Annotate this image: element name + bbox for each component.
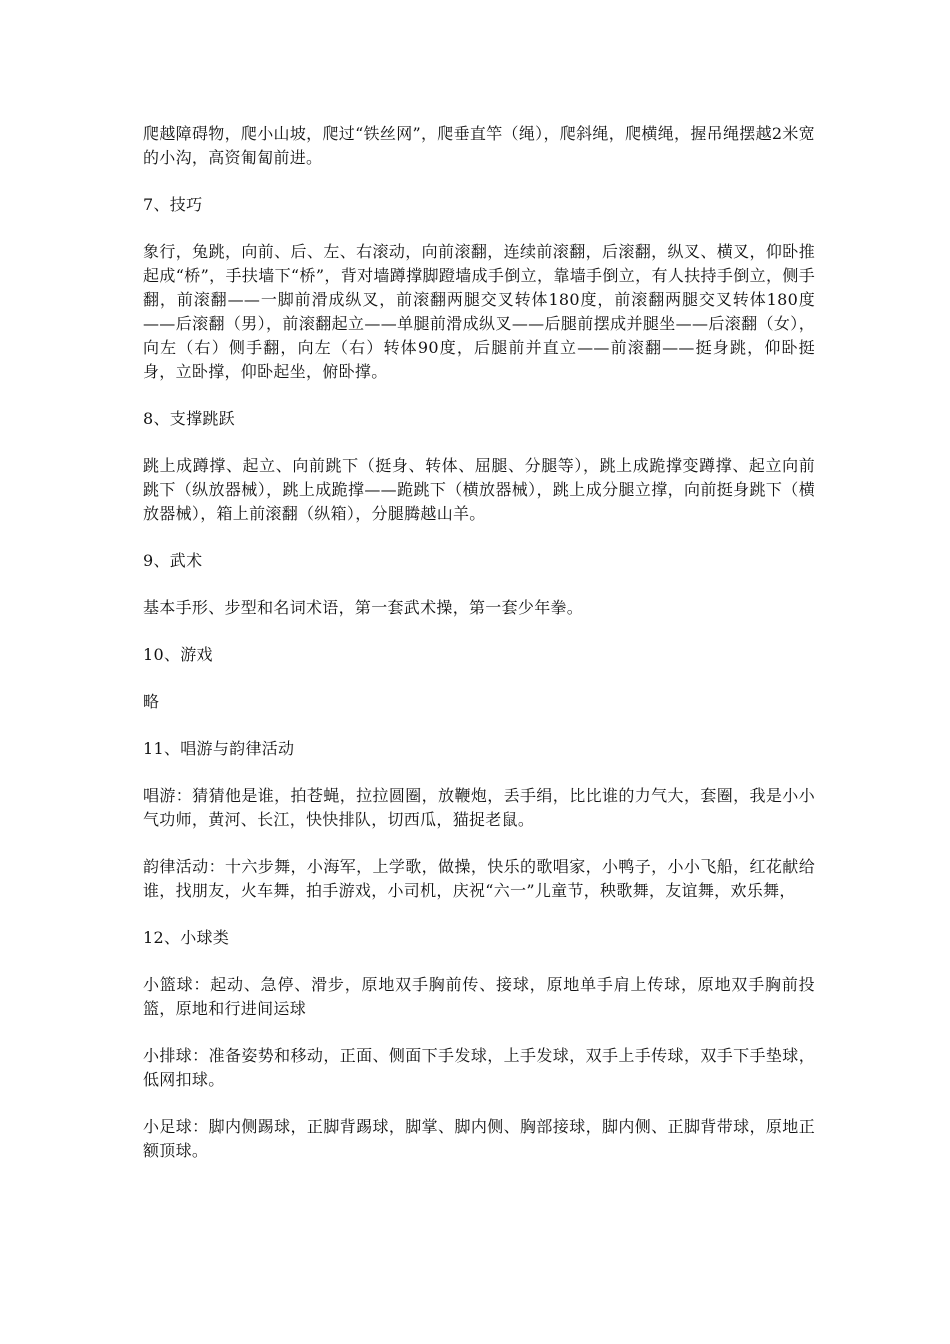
section-heading-singing-rhythm: 11、唱游与韵律活动	[143, 739, 295, 758]
paragraph-skills: 象行，兔跳，向前、后、左、右滚动，向前滚翻，连续前滚翻，后滚翻，纵叉、横叉，仰卧推起成“桥”，手扶墙下“桥”，背对墙蹲撑脚蹬墙成手倒立，靠墙手倒立，有人扶持手倒立，侧手翻，前滚翻——一脚前滑成纵叉，前滚翻两腿交叉转体180度，前滚翻两腿交叉转体180度——后滚翻（男），前滚翻起立——单腿前滑成纵叉——后腿前摆成并腿坐——后滚翻（女），向左（右）侧手翻，向左（右）转体90度，后腿前并直立——前滚翻——挺身跳，仰卧挺身，立卧撑，仰卧起坐，俯卧撑。	[143, 242, 815, 381]
paragraph-martial-arts: 基本手形、步型和名词术语，第一套武术操，第一套少年拳。	[143, 598, 584, 617]
paragraph-football: 小足球：脚内侧踢球，正脚背踢球，脚掌、脚内侧、胸部接球，脚内侧、正脚背带球，原地正额顶球。	[143, 1117, 815, 1160]
section-heading-small-balls: 12、小球类	[143, 928, 230, 947]
paragraph-vaulting: 跳上成蹲撑、起立、向前跳下（挺身、转体、屈腿、分腿等），跳上成跪撑变蹲撑、起立向前跳下（纵放器械），跳上成跪撑——跪跳下（横放器械），跳上成分腿立撑，向前挺身跳下（横放器械），箱上前滚翻（纵箱），分腿腾越山羊。	[143, 456, 815, 523]
section-heading-skills: 7、技巧	[143, 195, 203, 214]
paragraph-rhythm: 韵律活动：十六步舞，小海军，上学歌，做操，快乐的歌唱家，小鸭子，小小飞船，红花献给谁，找朋友，火车舞，拍手游戏，小司机，庆祝“六一”儿童节，秧歌舞，友谊舞，欢乐舞，	[143, 857, 815, 900]
section-heading-martial-arts: 9、武术	[143, 551, 203, 570]
paragraph-climbing: 爬越障碍物，爬小山坡，爬过“铁丝网”，爬垂直竿（绳），爬斜绳，爬横绳，握吊绳摆越2米宽的小沟，高资匍匐前进。	[143, 124, 815, 167]
section-heading-games: 10、游戏	[143, 645, 213, 664]
paragraph-games: 略	[143, 692, 160, 711]
paragraph-basketball: 小篮球：起动、急停、滑步，原地双手胸前传、接球，原地单手肩上传球，原地双手胸前投篮，原地和行进间运球	[143, 975, 815, 1018]
paragraph-volleyball: 小排球：准备姿势和移动，正面、侧面下手发球，上手发球，双手上手传球，双手下手垫球，低网扣球。	[143, 1046, 815, 1089]
document-body	[143, 122, 815, 1163]
paragraph-singing: 唱游：猜猜他是谁，拍苍蝇，拉拉圆圈，放鞭炮，丢手绢，比比谁的力气大，套圈，我是小小气功师，黄河、长江，快快排队，切西瓜，猫捉老鼠。	[143, 786, 815, 829]
section-heading-vaulting: 8、支撑跳跃	[143, 409, 235, 428]
